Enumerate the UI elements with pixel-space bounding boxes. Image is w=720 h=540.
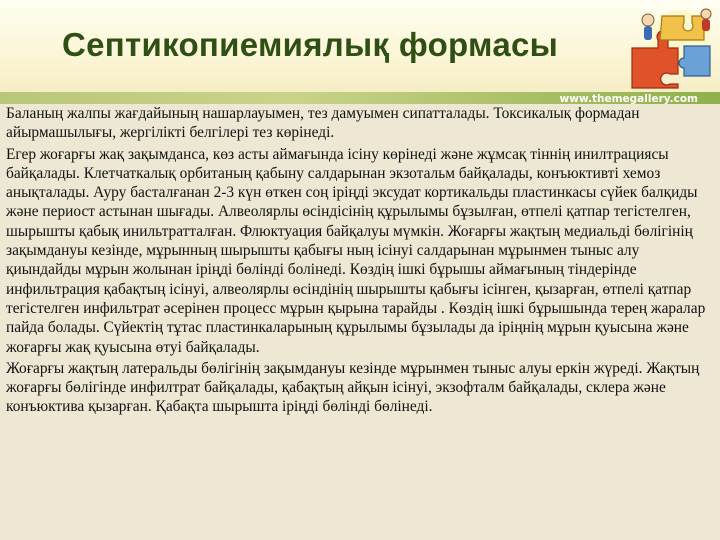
paragraph-2: Егер жоғарғы жақ зақымданса, көз асты аймағында ісіну көрінеді және жұмсақ тіннің инилтрациясы байқалады. Клетчаткалық орбитаның қабыну салдарынан экзотальм байқалады, конъюктивті хемоз анықталады. Ауру басталғанан 2-3 күн өткен соң іріңді эксудат кортикальды пластинкасы сүйек балқиды және периост астынан шығады. Алвеолярлы өсіндісінің құрылымы бұзылған, өтпелі қатпар тегістелген, шырышты қабық инильтратталған. Флюктуация байқалуы мүмкін. Жоғарғы жақтың медиальді бөлігінің зақымдануы кезінде, мұрынның шырышты қабығы ның ісінуі салдарынан мұрынмен тыныс алу қиындайды мұрын жолынан іріңді бөлінді болінеді. Көздің ішкі бұрышы аймағының тіндерінде инфильтрация қабақтың ісінуі, алвеолярлы өсіндінің шырышты қабығы ісінген, қызарған, өтпелі қатпар тегістелген инфильтрат әсерінен процесс мұрын қырына тарайды . Көздің ішкі бұрышында терең жаралар пайда болады. Сүйектің тұтас пластинкаларының құрылымы бұзылады да іріңнің мұрын қуысына және жоғарғы жақ қуысына өтуі байқалады. bbox=[6, 145, 706, 356]
puzzle-logo-icon bbox=[622, 4, 720, 90]
website-url: www.themegallery.com bbox=[559, 93, 698, 105]
slide-title: Септикопиемиялық формасы bbox=[62, 26, 559, 63]
paragraph-1: Баланың жалпы жағдайының нашарлауымен, тез дамуымен сипатталады. Токсикалық формадан айырмашылығы, жергілікті белгілері тез көрінеді. bbox=[6, 105, 640, 142]
slide-body bbox=[6, 104, 710, 419]
paragraph-3: Жоғарғы жақтың латеральды бөлігінің зақымдануы кезінде мұрынмен тыныс алуы еркін жүреді. Жақтың жоғарғы бөлігінде инфилтрат байқалады, қабақтың айқын ісінуі, экзофталм байқалады, склера және конъюктива қызарған. Қабақта шырышта іріңді бөлінді бөлінеді. bbox=[6, 359, 700, 416]
